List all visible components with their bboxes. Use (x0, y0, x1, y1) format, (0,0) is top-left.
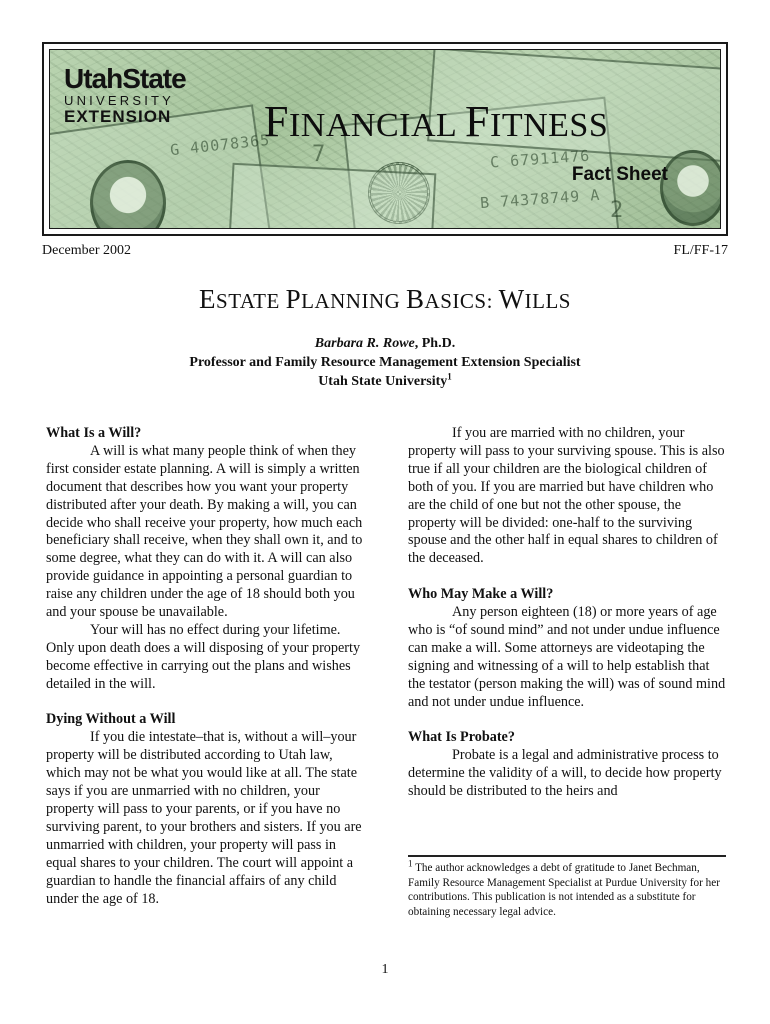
page-number: 1 (381, 962, 389, 977)
bill-serial: B 74378749 A (479, 185, 601, 213)
publication-title: FINANCIAL FITNESS (264, 97, 609, 146)
footnote-marker: 1 (447, 371, 452, 382)
usu-extension-logo (64, 64, 214, 126)
footnote-number: 1 (408, 858, 413, 869)
portrait-graphic (660, 150, 721, 226)
bill-denomination: 2 (610, 198, 625, 223)
bill-serial: G 40078365 (169, 130, 271, 160)
left-column (46, 425, 368, 908)
paragraph: If you are married with no children, your property will pass to your surviving spouse. This is also true if all your children are the biological children of both of you. If you are married but have children who are the child of one but not the other spouse, the property will be divided: one-half to the surviving spouse and the other half in equal shares to children of the deceased. (408, 425, 725, 567)
author-degree: , Ph.D. (414, 336, 456, 351)
author-position: Professor and Family Resource Management Extension Specialist (189, 355, 581, 370)
footnote-text: The author acknowledges a debt of gratitude to Janet Bechman, Family Resource Management Specialist at Purdue University for her contributions. This publication is not intended as a substitute for obtaining necessary legal advice. (408, 862, 720, 918)
bill-denomination: 7 (312, 142, 327, 167)
section-heading: What Is Probate? (408, 729, 515, 746)
right-column (408, 425, 730, 801)
publication-code: FL/FF-17 (673, 243, 728, 258)
author-block (0, 334, 770, 391)
logo-university: UNIVERSITY (64, 93, 175, 108)
article-title: ESTATE PLANNING BASICS: WILLS (199, 284, 571, 314)
logo-wordmark: UtahState (64, 63, 186, 94)
dollar-bill-graphic (228, 163, 437, 229)
fact-sheet-label: Fact Sheet (571, 164, 668, 185)
money-background (49, 49, 721, 229)
paragraph: Any person eighteen (18) or more years of age who is “of sound mind” and not under undue influence can make a will. Some attorneys are videotaping the signing and witnessing of a will to help establish that the testator (person making the will) was of sound mind and not under undue influence. (408, 604, 726, 710)
author-institution-line (0, 372, 770, 391)
logo-extension: EXTENSION (64, 107, 172, 126)
paragraph: Your will has no effect during your lifetime. Only upon death does a will disposing of your property become effective in carrying out the plans and wishes detailed in the will. (46, 621, 361, 692)
bill-serial: C 67911476 (489, 146, 591, 172)
author-institution: Utah State University (318, 374, 448, 389)
section-heading: Who May Make a Will? (408, 586, 554, 603)
section-heading: Dying Without a Will (46, 711, 176, 728)
masthead-banner (42, 42, 728, 236)
author-name: Barbara R. Rowe (314, 336, 415, 351)
publication-date: December 2002 (42, 243, 132, 258)
author-name-line (0, 334, 770, 353)
paragraph: If you die intestate–that is, without a will–your property will be distributed according to Utah law, which may not be what you would like at all. The state says if you are unmarried with no children, your property will pass to your parents, or if you have no surviving parent, to your brothers and sisters. If you are unmarried with children, your property will pass in equal shares to your children. The court will appoint a guardian to handle the financial affairs of any child under the age of 18. (46, 729, 362, 907)
paragraph: Probate is a legal and administrative process to determine the validity of a will, to decide how property should be distributed to the heirs and (408, 747, 722, 800)
section-heading: What Is a Will? (46, 425, 142, 441)
paragraph: A will is what many people think of when they first consider estate planning. A will is simply a written document that describes how you want your property distributed after your death. By making a will, you can decide who shall receive your property, how much each beneficiary shall receive, when they shall own it, and to some degree, what they can do with it. A will can also provide guidance in appointing a personal guardian to raise any children under the age of 18 should both you and your spouse be unavailable. (46, 442, 363, 621)
footnote (408, 858, 728, 919)
footnote-divider (408, 855, 726, 857)
